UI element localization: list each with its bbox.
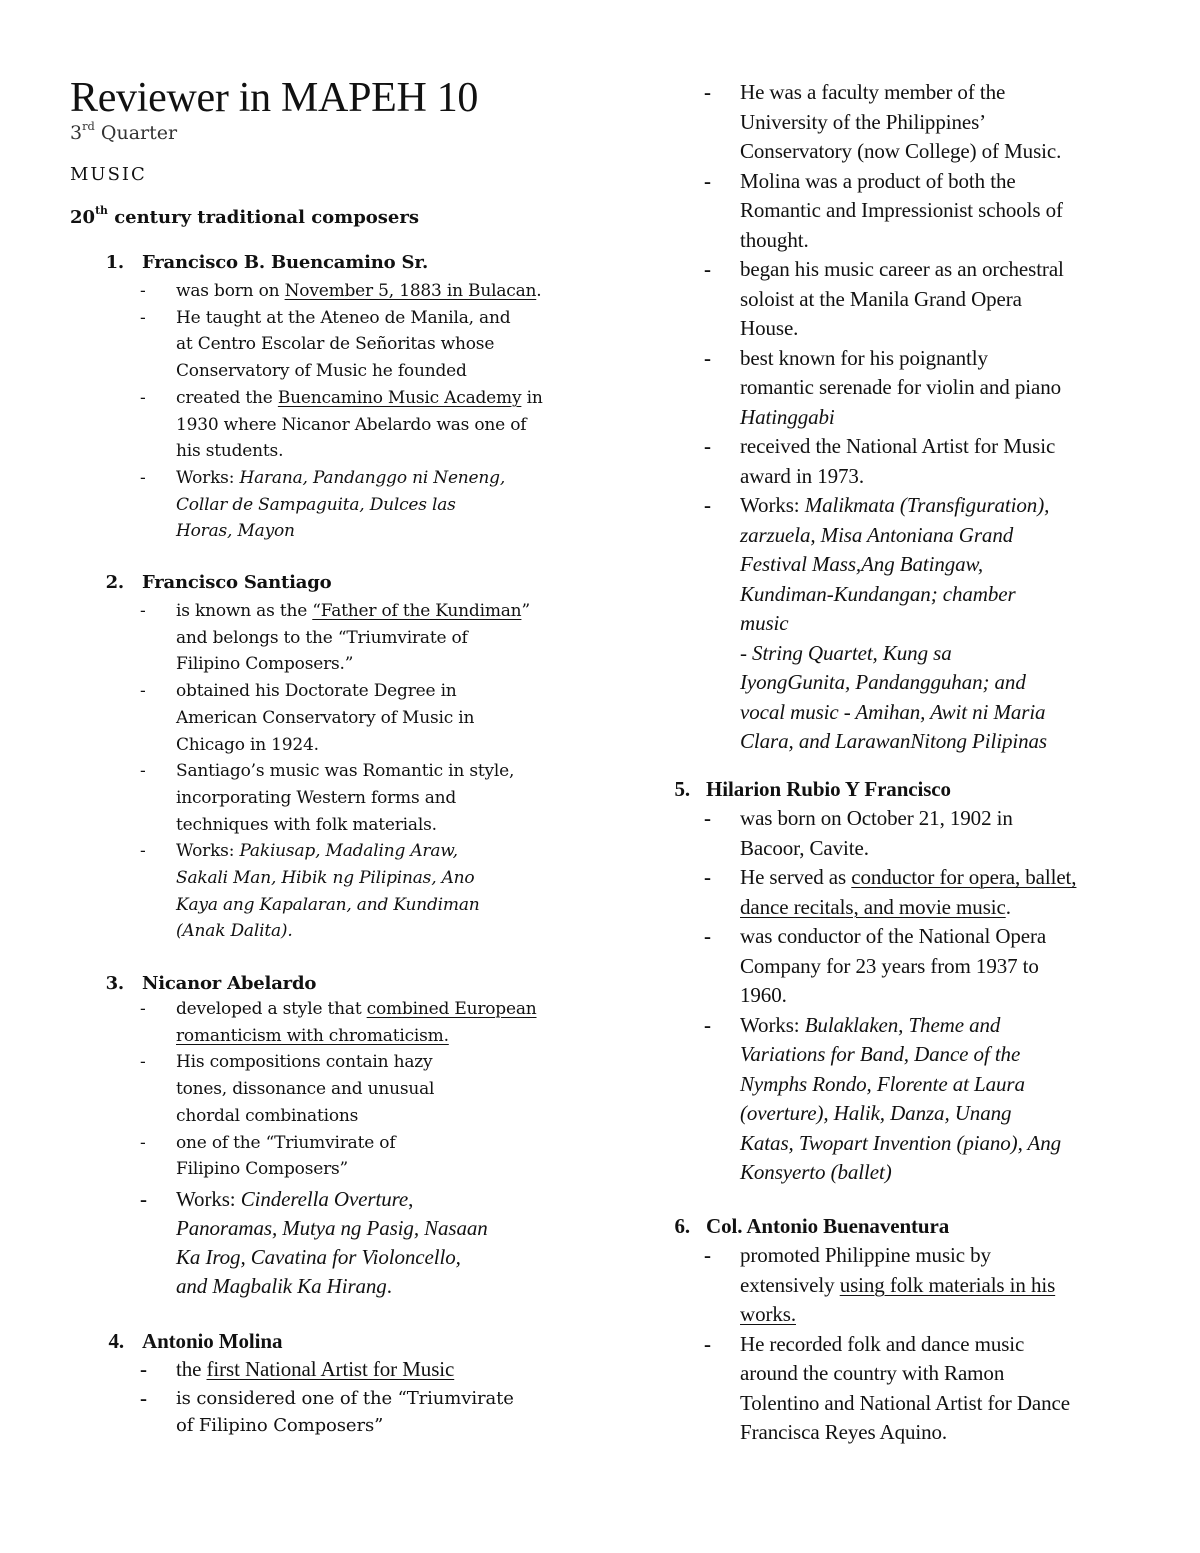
- list-item: - obtained his Doctorate Degree in American Conservatory of Music in Chicago in 1924.: [140, 681, 475, 755]
- section-heading-music: MUSIC: [70, 164, 147, 185]
- composer-heading: 3. Nicanor Abelardo: [100, 971, 580, 999]
- composer-name: Francisco B. Buencamino Sr.: [142, 252, 429, 273]
- section-subheading: 20th century traditional composers: [70, 204, 420, 228]
- list-item: - Works: Malikmata (Transfiguration), zarzuela, Misa Antoniana Grand Festival Mass,Ang Batingaw, Kundiman-Kundangan; chamber music - String Quartet, Kung sa IyongGunita, Pandangguhan; and vocal music - Amihan, Awit ni Maria Clara, and LarawanNitong Pilipinas: [704, 493, 1050, 753]
- list-item: - promoted Philippine music by extensively using folk materials in his works.: [704, 1243, 1056, 1326]
- composer-6: [670, 1212, 1150, 1444]
- composer-name: Col. Antonio Buenaventura: [706, 1214, 950, 1238]
- list-item: - the first National Artist for Music: [140, 1357, 455, 1381]
- list-item: - Works: Cinderella Overture, Panoramas, Mutya ng Pasig, Nasaan Ka Irog, Cavatina for Violoncello, and Magbalik Ka Hirang.: [140, 1186, 488, 1298]
- list-item: - is known as the “Father of the Kundiman” and belongs to the “Triumvirate of Filipino Composers.”: [140, 601, 530, 675]
- list-item: - He served as conductor for opera, ballet, dance recitals, and movie music.: [704, 865, 1077, 919]
- list-item: - He taught at the Ateneo de Manila, and at Centro Escolar de Señoritas whose Conservatory of Music he founded: [140, 307, 511, 382]
- composer-heading: 4. Antonio Molina: [100, 1327, 580, 1357]
- composer-5: [670, 775, 1150, 1184]
- composer-4: [100, 1327, 580, 1436]
- document-title: Reviewer in MAPEH 10: [70, 75, 479, 121]
- list-item: - one of the “Triumvirate of Filipino Composers”: [140, 1132, 396, 1180]
- composer-heading: 2. Francisco Santiago: [100, 570, 580, 598]
- list-item: - Molina was a product of both the Romantic and Impressionist schools of thought.: [704, 168, 1063, 252]
- list-item: - was conductor of the National Opera Company for 23 years from 1937 to 1960.: [704, 924, 1047, 1007]
- quarter-subtitle: 3rd Quarter: [70, 118, 178, 144]
- composer-name: Nicanor Abelardo: [142, 973, 317, 994]
- composer-3: [100, 971, 580, 1298]
- list-item: - best known for his poignantly romantic serenade for violin and piano Hatinggabi: [704, 345, 1062, 429]
- list-item: - developed a style that combined European romanticism with chromaticism.: [140, 999, 537, 1046]
- composer-name: Antonio Molina: [142, 1329, 283, 1353]
- list-item: - is considered one of the “Triumvirate of Filipino Composers”: [140, 1385, 514, 1436]
- composer-1: [100, 250, 580, 542]
- list-item: - Santiago’s music was Romantic in style, incorporating Western forms and techniques with folk materials.: [140, 761, 515, 835]
- list-item: - He was a faculty member of the University of the Philippines’ Conservatory (now College) of Music.: [704, 80, 1062, 163]
- composer-heading: 1. Francisco B. Buencamino Sr.: [100, 250, 580, 278]
- list-item: - His compositions contain hazy tones, dissonance and unusual chordal combinations: [140, 1052, 435, 1126]
- composer-name: Hilarion Rubio Y Francisco: [706, 777, 951, 801]
- composer-2: [100, 570, 580, 942]
- list-item: - began his music career as an orchestral soloist at the Manila Grand Opera House.: [704, 257, 1064, 340]
- list-item: - Works: Pakiusap, Madaling Araw, Sakali Man, Hibik ng Pilipinas, Ano Kaya ang Kapalaran, and Kundiman (Anak Dalita).: [140, 841, 480, 942]
- composer-heading: 5. Hilarion Rubio Y Francisco: [670, 775, 1150, 805]
- list-item: - created the Buencamino Music Academy in 1930 where Nicanor Abelardo was one of his students.: [140, 387, 543, 462]
- list-item: - Works: Bulaklaken, Theme and Variations for Band, Dance of the Nymphs Rondo, Florente at Laura (overture), Halik, Danza, Unang Katas, Twopart Invention (piano), Ang Konsyerto (ballet): [704, 1012, 1062, 1184]
- list-item: - was born on November 5, 1883 in Bulacan.: [140, 281, 542, 301]
- composer-name: Francisco Santiago: [142, 572, 332, 593]
- list-item: - was born on October 21, 1902 in Bacoor, Cavite.: [704, 806, 1013, 860]
- list-item: - Works: Harana, Pandanggo ni Neneng, Collar de Sampaguita, Dulces las Horas, Mayon: [140, 467, 506, 542]
- list-item: - received the National Artist for Music award in 1973.: [704, 434, 1056, 488]
- list-item: - He recorded folk and dance music around the country with Ramon Tolentino and National Artist for Dance Francisca Reyes Aquino.: [704, 1331, 1070, 1444]
- composer-heading: 6. Col. Antonio Buenaventura: [670, 1212, 1150, 1242]
